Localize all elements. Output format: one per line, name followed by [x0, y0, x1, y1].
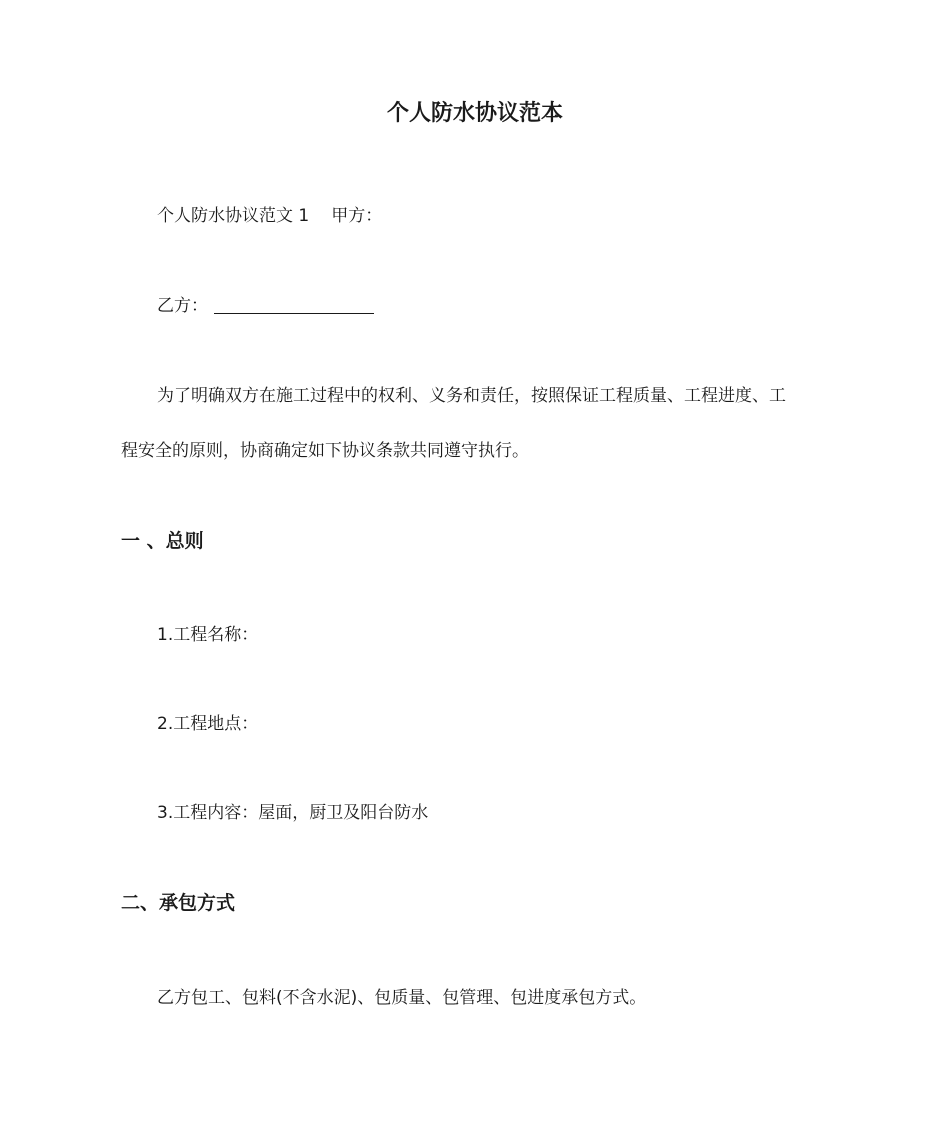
party-a-label: 甲方：	[331, 206, 383, 226]
party-b-line	[157, 294, 374, 318]
section-2-heading: 二、承包方式	[121, 892, 236, 914]
document-title: 个人防水协议范本	[386, 101, 563, 126]
section-1-heading: 一 、总则	[121, 530, 204, 552]
section-1-item-project-content: 3.工程内容：屋面，厨卫及阳台防水	[157, 803, 429, 823]
intro-line	[157, 204, 382, 228]
party-b-label: 乙方：	[157, 296, 208, 316]
section-2-body: 乙方包工、包料(不含水泥)、包质量、包管理、包进度承包方式。	[157, 988, 647, 1008]
party-b-blank[interactable]	[214, 295, 374, 314]
section-1-item-project-location: 2.工程地点：	[157, 714, 259, 734]
section-1-item-project-name: 1.工程名称：	[157, 625, 259, 645]
preamble-line-1: 为了明确双方在施工过程中的权利、义务和责任，按照保证工程质量、工程进度、工	[157, 386, 786, 406]
intro-label: 个人防水协议范文 1	[157, 206, 310, 226]
preamble-line-2: 程安全的原则，协商确定如下协议条款共同遵守执行。	[121, 441, 529, 461]
